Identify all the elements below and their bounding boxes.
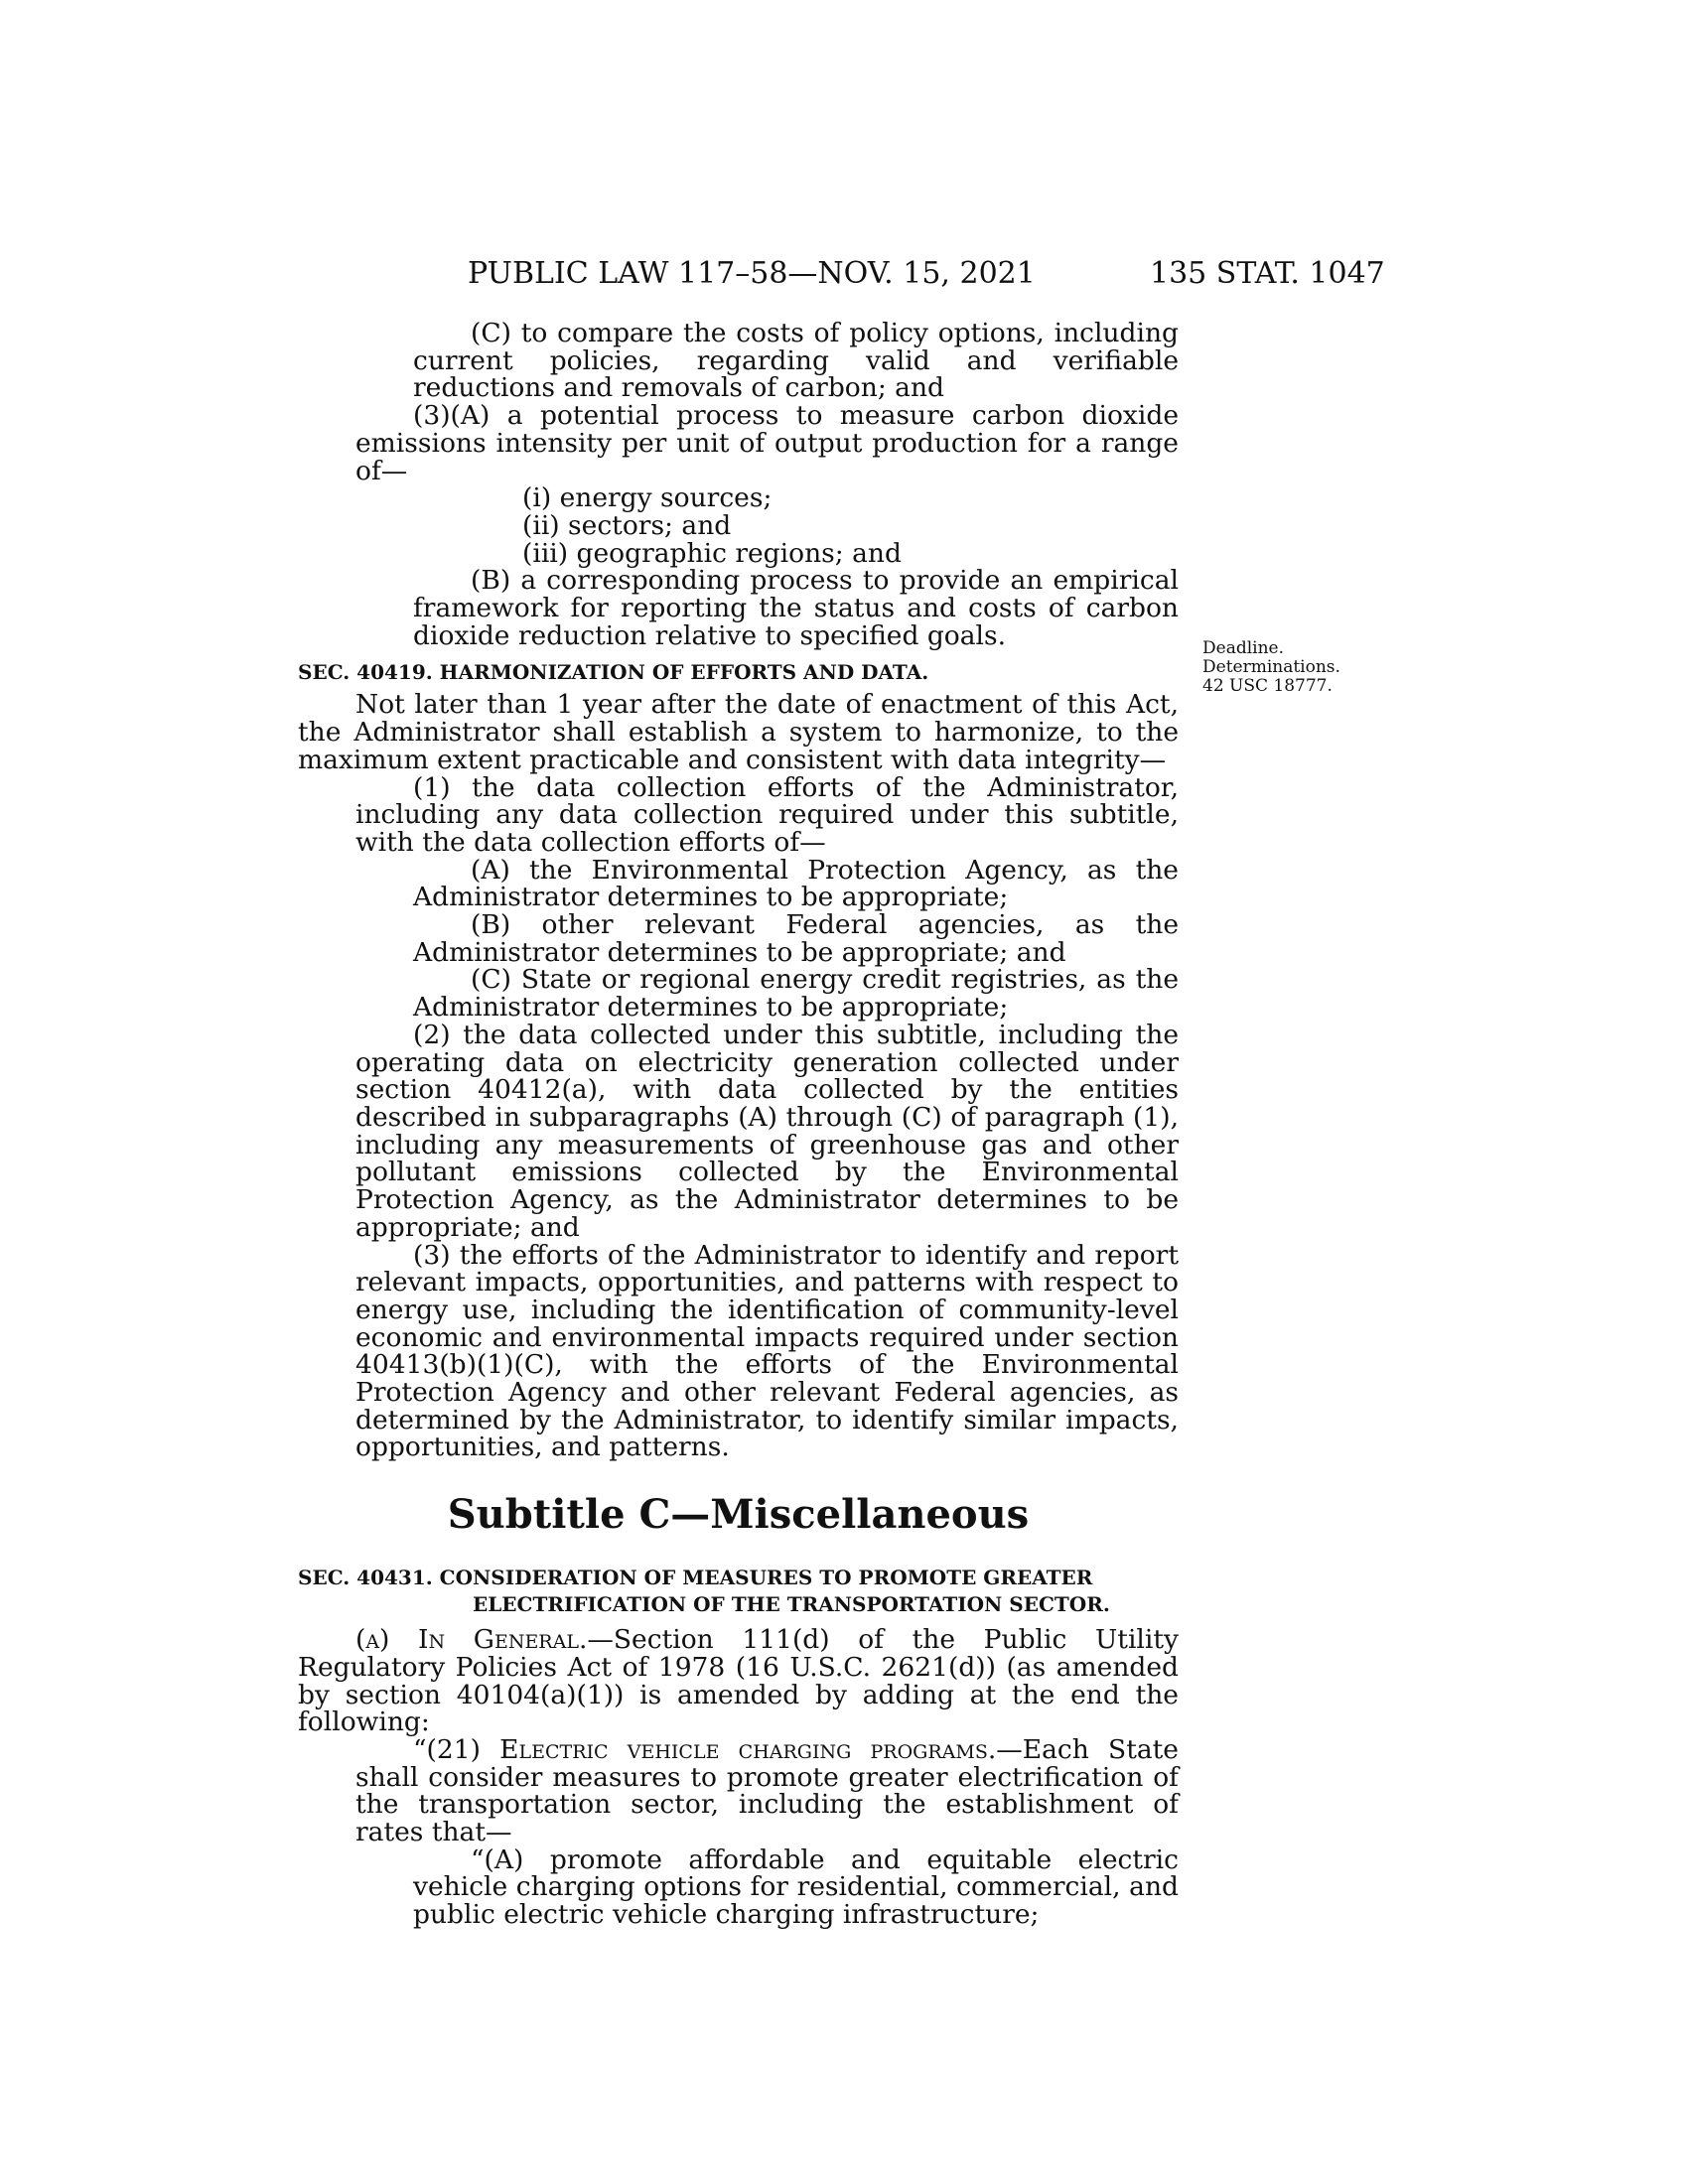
document-body: [298, 320, 1179, 1929]
running-head: PUBLIC LAW 117–58—NOV. 15, 2021: [468, 256, 1036, 291]
subtitle-heading: Subtitle C—Miscellaneous: [447, 1491, 1030, 1539]
clause-i: (i) energy sources;: [522, 482, 773, 514]
item-1c: (C) State or regional energy credit registries, as the Administrator determines to be appropriate;: [413, 964, 1179, 1024]
page-number: 135 STAT. 1047: [1150, 256, 1385, 291]
item-3: (3) the efforts of the Administrator to identify and report relevant impacts, opportunities, and patterns with respect to energy use, including the identification of community-level economic and environmental impacts required under section 40413(b)(1)(C), with the efforts of the Environmental Protection Agency and other relevant Federal agencies, as determined by the Administrator, to identify similar impacts, opportunities, and patterns.: [355, 1239, 1179, 1463]
section-40419-intro: Not later than 1 year after the date of enactment of this Act, the Administrator shall establish a system to harmonize, to the maximum extent practicable and consistent with data integrity—: [298, 689, 1179, 775]
section-heading-line: ELECTRIFICATION OF THE TRANSPORTATION SECTOR.: [473, 1592, 1110, 1617]
page-header: [0, 256, 1688, 292]
item-1b: (B) other relevant Federal agencies, as the Administrator determines to be appropriate; and: [413, 909, 1179, 968]
paragraph-21: [298, 1733, 1179, 1848]
section-heading-line: SEC. 40431. CONSIDERATION OF MEASURES TO PROMOTE GREATER: [298, 1566, 1093, 1590]
paragraph-21a: “(A) promote affordable and equitable electric vehicle charging options for residential, commercial, and public electric vehicle charging infrastructure;: [413, 1843, 1179, 1931]
margin-note: Deadline.: [1202, 638, 1284, 658]
paragraph-21-label: “(21) Electric vehicle charging programs.: [413, 1733, 997, 1765]
section-heading-40431: [298, 1565, 1179, 1618]
clause-ii: (ii) sectors; and: [522, 509, 732, 541]
item-2: (2) the data collected under this subtitle, including the operating data on electricity generation collected under section 40412(a), with data collected by the entities described in subparagraphs (A) through (C) of paragraph (1), including any measurements of greenhouse gas and other pollutant emissions collected by the Environmental Protection Agency, as the Administrator determines to be appropriate; and: [355, 1019, 1179, 1243]
subsection-a: [298, 1626, 1179, 1736]
margin-note: Determinations.: [1202, 657, 1340, 677]
margin-notes: [1202, 639, 1401, 696]
subsection-a-label: (a) In General.: [355, 1624, 588, 1656]
paragraph-3a: (3)(A) a potential process to measure carbon dioxide emissions intensity per unit of output production for a range of—: [355, 400, 1179, 486]
margin-note: 42 USC 18777.: [1202, 676, 1333, 696]
section-heading-40419: SEC. 40419. HARMONIZATION OF EFFORTS AND DATA.: [298, 660, 929, 685]
item-1a: (A) the Environmental Protection Agency, as the Administrator determines to be appropriate;: [413, 854, 1179, 913]
item-1: (1) the data collection efforts of the Administrator, including any data collection required under this subtitle, with the data collection efforts of—: [355, 771, 1179, 858]
paragraph-21-text: —Each State shall consider measures to promote greater electrification of the transportation sector, including the establishment of rates that—: [355, 1733, 1179, 1848]
paragraph-b: (B) a corresponding process to provide an empirical framework for reporting the status and costs of carbon dioxide reduction relative to specified goals.: [413, 565, 1179, 651]
subsection-a-text: —Section 111(d) of the Public Utility Regulatory Policies Act of 1978 (16 U.S.C. 2621(d)) (as amended by section 40104(a)(1)) is amended by adding at the end the following:: [298, 1624, 1179, 1738]
paragraph-c: (C) to compare the costs of policy options, including current policies, regarding valid and verifiable reductions and removals of carbon; and: [413, 318, 1179, 404]
clause-iii: (iii) geographic regions; and: [522, 537, 902, 569]
